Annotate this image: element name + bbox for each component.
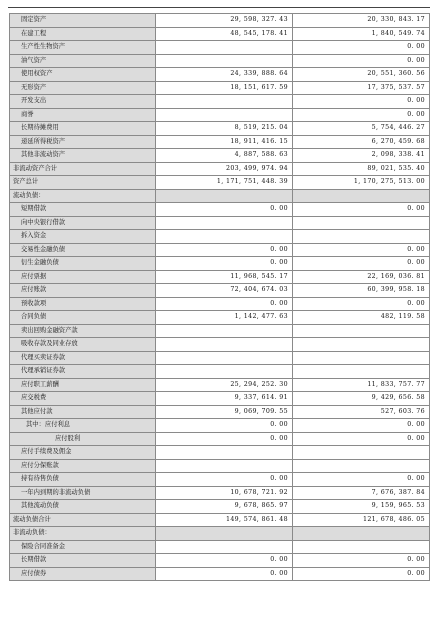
current-period-value: 0. 00 <box>156 432 293 446</box>
previous-period-value: 482, 119. 58 <box>293 311 430 325</box>
current-period-value <box>156 108 293 122</box>
row-label: 预收款项 <box>10 297 156 311</box>
row-label: 无形资产 <box>10 81 156 95</box>
current-period-value: 0. 00 <box>156 567 293 581</box>
row-label: 保险合同准备金 <box>10 540 156 554</box>
row-label: 非流动负债： <box>10 527 156 541</box>
row-label: 应付账款 <box>10 284 156 298</box>
current-period-value: 9, 069, 709. 55 <box>156 405 293 419</box>
table-row <box>10 54 430 68</box>
table-row <box>10 189 430 203</box>
previous-period-value <box>293 338 430 352</box>
row-label: 应付股利 <box>10 432 156 446</box>
current-period-value: 48, 545, 178. 41 <box>156 27 293 41</box>
previous-period-value: 2, 098, 338. 41 <box>293 149 430 163</box>
row-label: 合同负债 <box>10 311 156 325</box>
current-period-value: 0. 00 <box>156 554 293 568</box>
current-period-value <box>156 41 293 55</box>
table-row <box>10 297 430 311</box>
previous-period-value: 9, 429, 656. 58 <box>293 392 430 406</box>
row-label: 流动负债： <box>10 189 156 203</box>
table-row <box>10 243 430 257</box>
table-row <box>10 459 430 473</box>
previous-period-value: 22, 169, 036. 81 <box>293 270 430 284</box>
table-row <box>10 95 430 109</box>
current-period-value <box>156 338 293 352</box>
previous-period-value: 0. 00 <box>293 41 430 55</box>
row-label: 代理承销证券款 <box>10 365 156 379</box>
previous-period-value <box>293 365 430 379</box>
previous-period-value: 0. 00 <box>293 257 430 271</box>
row-label: 固定资产 <box>10 14 156 28</box>
table-row <box>10 176 430 190</box>
previous-period-value <box>293 527 430 541</box>
row-label: 其他应付款 <box>10 405 156 419</box>
table-row <box>10 81 430 95</box>
previous-period-value: 527, 603. 76 <box>293 405 430 419</box>
row-label: 持有待售负债 <box>10 473 156 487</box>
current-period-value: 4, 887, 588. 63 <box>156 149 293 163</box>
previous-period-value: 0. 00 <box>293 203 430 217</box>
previous-period-value: 9, 159, 965. 53 <box>293 500 430 514</box>
row-label: 交易性金融负债 <box>10 243 156 257</box>
table-row <box>10 68 430 82</box>
previous-period-value: 60, 399, 958. 18 <box>293 284 430 298</box>
row-label: 代理买卖证券款 <box>10 351 156 365</box>
table-row <box>10 216 430 230</box>
table-row <box>10 338 430 352</box>
current-period-value: 10, 678, 721. 92 <box>156 486 293 500</box>
row-label: 商誉 <box>10 108 156 122</box>
current-period-value <box>156 351 293 365</box>
current-period-value: 149, 574, 861. 48 <box>156 513 293 527</box>
row-label: 其他非流动资产 <box>10 149 156 163</box>
row-label: 一年内到期的非流动负债 <box>10 486 156 500</box>
previous-period-value: 20, 330, 843. 17 <box>293 14 430 28</box>
current-period-value <box>156 216 293 230</box>
row-label: 资产总计 <box>10 176 156 190</box>
previous-period-value: 89, 021, 535. 40 <box>293 162 430 176</box>
table-row <box>10 203 430 217</box>
table-row <box>10 446 430 460</box>
current-period-value: 25, 294, 252. 30 <box>156 378 293 392</box>
row-label: 应交税费 <box>10 392 156 406</box>
row-label: 拆入资金 <box>10 230 156 244</box>
current-period-value <box>156 95 293 109</box>
current-period-value: 0. 00 <box>156 257 293 271</box>
current-period-value: 9, 678, 865. 97 <box>156 500 293 514</box>
balance-sheet-table <box>9 13 430 581</box>
row-label: 长期待摊费用 <box>10 122 156 136</box>
table-row <box>10 257 430 271</box>
previous-period-value: 20, 551, 360. 56 <box>293 68 430 82</box>
current-period-value: 18, 151, 617. 59 <box>156 81 293 95</box>
previous-period-value: 5, 754, 446. 27 <box>293 122 430 136</box>
table-row <box>10 230 430 244</box>
table-row <box>10 27 430 41</box>
current-period-value <box>156 446 293 460</box>
table-row <box>10 270 430 284</box>
current-period-value: 0. 00 <box>156 419 293 433</box>
previous-period-value: 0. 00 <box>293 108 430 122</box>
previous-period-value: 0. 00 <box>293 432 430 446</box>
current-period-value: 0. 00 <box>156 203 293 217</box>
row-label: 开发支出 <box>10 95 156 109</box>
current-period-value: 0. 00 <box>156 243 293 257</box>
row-label: 卖出回购金融资产款 <box>10 324 156 338</box>
current-period-value: 29, 598, 327. 43 <box>156 14 293 28</box>
row-label: 向中央银行借款 <box>10 216 156 230</box>
row-label: 使用权资产 <box>10 68 156 82</box>
table-row <box>10 41 430 55</box>
row-label: 短期借款 <box>10 203 156 217</box>
table-row <box>10 405 430 419</box>
row-label: 衍生金融负债 <box>10 257 156 271</box>
current-period-value: 72, 404, 674. 03 <box>156 284 293 298</box>
balance-sheet-body <box>10 14 430 581</box>
previous-period-value: 1, 840, 549. 74 <box>293 27 430 41</box>
table-row <box>10 149 430 163</box>
previous-period-value <box>293 216 430 230</box>
row-label: 应付手续费及佣金 <box>10 446 156 460</box>
table-row <box>10 567 430 581</box>
table-row <box>10 135 430 149</box>
table-row <box>10 554 430 568</box>
row-label: 其中：应付利息 <box>10 419 156 433</box>
previous-period-value: 1, 170, 275, 513. 00 <box>293 176 430 190</box>
current-period-value <box>156 365 293 379</box>
current-period-value <box>156 540 293 554</box>
table-row <box>10 419 430 433</box>
current-period-value <box>156 324 293 338</box>
row-label: 长期借款 <box>10 554 156 568</box>
table-row <box>10 513 430 527</box>
previous-period-value <box>293 351 430 365</box>
row-label: 在建工程 <box>10 27 156 41</box>
table-row <box>10 324 430 338</box>
previous-period-value: 0. 00 <box>293 567 430 581</box>
current-period-value: 1, 171, 751, 448. 39 <box>156 176 293 190</box>
table-row <box>10 122 430 136</box>
previous-period-value: 6, 270, 459. 68 <box>293 135 430 149</box>
previous-period-value <box>293 446 430 460</box>
current-period-value: 9, 337, 614. 91 <box>156 392 293 406</box>
previous-period-value: 0. 00 <box>293 297 430 311</box>
row-label: 应付债券 <box>10 567 156 581</box>
current-period-value <box>156 189 293 203</box>
top-rule <box>8 7 430 8</box>
previous-period-value: 0. 00 <box>293 554 430 568</box>
table-row <box>10 473 430 487</box>
current-period-value <box>156 54 293 68</box>
previous-period-value: 0. 00 <box>293 95 430 109</box>
table-row <box>10 162 430 176</box>
current-period-value <box>156 459 293 473</box>
current-period-value: 0. 00 <box>156 473 293 487</box>
current-period-value: 0. 00 <box>156 297 293 311</box>
row-label: 吸收存款及同业存放 <box>10 338 156 352</box>
table-row <box>10 351 430 365</box>
previous-period-value: 0. 00 <box>293 419 430 433</box>
previous-period-value <box>293 324 430 338</box>
current-period-value: 8, 519, 215. 04 <box>156 122 293 136</box>
table-row <box>10 311 430 325</box>
table-row <box>10 378 430 392</box>
table-row <box>10 365 430 379</box>
row-label: 非流动资产合计 <box>10 162 156 176</box>
row-label: 应付票据 <box>10 270 156 284</box>
previous-period-value: 11, 833, 757. 77 <box>293 378 430 392</box>
table-row <box>10 432 430 446</box>
table-row <box>10 486 430 500</box>
previous-period-value: 0. 00 <box>293 243 430 257</box>
previous-period-value: 17, 375, 537. 57 <box>293 81 430 95</box>
current-period-value: 18, 911, 416. 15 <box>156 135 293 149</box>
table-row <box>10 14 430 28</box>
previous-period-value: 0. 00 <box>293 473 430 487</box>
table-row <box>10 540 430 554</box>
row-label: 递延所得税资产 <box>10 135 156 149</box>
row-label: 生产性生物资产 <box>10 41 156 55</box>
previous-period-value <box>293 230 430 244</box>
previous-period-value: 7, 676, 387. 84 <box>293 486 430 500</box>
table-row <box>10 392 430 406</box>
table-row <box>10 500 430 514</box>
current-period-value <box>156 230 293 244</box>
current-period-value: 24, 339, 888. 64 <box>156 68 293 82</box>
previous-period-value: 121, 678, 486. 05 <box>293 513 430 527</box>
row-label: 其他流动负债 <box>10 500 156 514</box>
table-row <box>10 527 430 541</box>
previous-period-value <box>293 189 430 203</box>
current-period-value: 11, 968, 545. 17 <box>156 270 293 284</box>
row-label: 应付分保账款 <box>10 459 156 473</box>
current-period-value: 1, 142, 477. 63 <box>156 311 293 325</box>
row-label: 应付职工薪酬 <box>10 378 156 392</box>
row-label: 油气资产 <box>10 54 156 68</box>
current-period-value: 203, 499, 974. 94 <box>156 162 293 176</box>
table-row <box>10 284 430 298</box>
current-period-value <box>156 527 293 541</box>
table-row <box>10 108 430 122</box>
previous-period-value: 0. 00 <box>293 54 430 68</box>
previous-period-value <box>293 540 430 554</box>
row-label: 流动负债合计 <box>10 513 156 527</box>
previous-period-value <box>293 459 430 473</box>
